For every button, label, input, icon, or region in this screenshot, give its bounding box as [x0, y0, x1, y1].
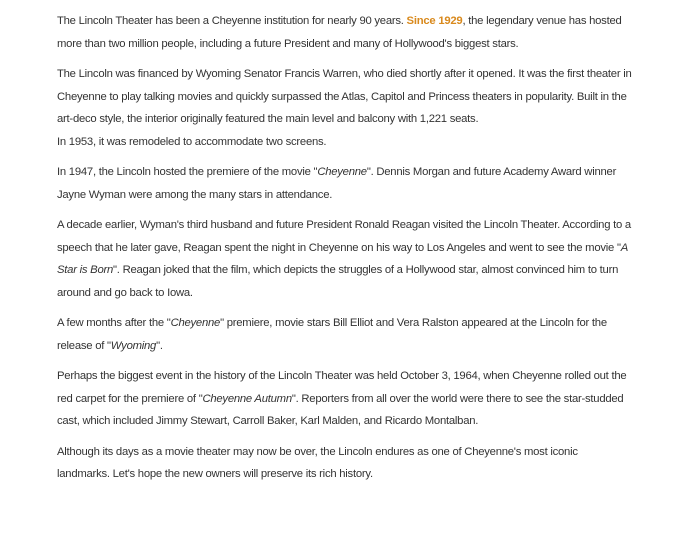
paragraph-cheyenne-autumn [57, 365, 632, 433]
paragraph-text: In 1953, it was remodeled to accommodate two screens. [57, 135, 327, 148]
paragraph-conclusion [57, 441, 632, 486]
paragraph-premiere-1947 [57, 161, 632, 206]
paragraph-intro [57, 10, 632, 55]
paragraph-text: A decade earlier, Wyman's third husband and future President Ronald Reagan visited the Lincoln Theater. According to a speech that he later gave, Reagan spent the night in Cheyenne on his way to Los Angeles and went to see the movie " [57, 219, 631, 254]
paragraph-text: ". [156, 339, 163, 352]
paragraph-text: " premiere, movie stars Bill Elliot and Vera Ralston appeared at the Lincoln for the release of " [57, 317, 607, 352]
paragraph-text: ". Reporters from all over the world were there to see the star-studded cast, which included Jimmy Stewart, Carroll Baker, Karl Malden, and Ricardo Montalban. [57, 392, 624, 427]
paragraph-text: The Lincoln Theater has been a Cheyenne institution for nearly 90 years. [57, 15, 407, 27]
movie-title: Cheyenne [170, 317, 221, 329]
paragraph-reagan [57, 214, 632, 304]
movie-title: A Star is Born [57, 241, 628, 276]
movie-title: Cheyenne Autumn [202, 392, 292, 405]
paragraph-text: In 1947, the Lincoln hosted the premiere of the movie " [57, 166, 318, 178]
paragraph-text: , the legendary venue has hosted more than two million people, including a future President and many of Hollywood's biggest stars. [57, 15, 622, 50]
paragraph-financing [57, 63, 632, 153]
paragraph-text: Although its days as a movie theater may now be over, the Lincoln endures as one of Cheyenne's most iconic landmarks. Let's hope the new owners will preserve its rich history. [57, 445, 578, 480]
movie-title: Wyoming [110, 339, 157, 352]
paragraph-text: Perhaps the biggest event in the history of the Lincoln Theater was held October 3, 1964, when Cheyenne rolled out the red carpet for the premiere of " [57, 370, 627, 405]
article-body [57, 10, 632, 486]
paragraph-text: The Lincoln was financed by Wyoming Senator Francis Warren, who died shortly after it opened. It was the first theater in Cheyenne to play talking movies and quickly surpassed the Atlas, Capitol and Princess theaters in popularity. Built in the art-deco style, the interior originally featured the main level and balcony with 1,221 seats. [57, 68, 632, 125]
paragraph-text: A few months after the " [57, 317, 171, 329]
paragraph-text: ". Reagan joked that the film, which depicts the struggles of a Hollywood star, almost convinced him to turn around and go back to Iowa. [57, 264, 619, 299]
movie-title: Cheyenne [317, 166, 367, 178]
paragraph-text: ". Dennis Morgan and future Academy Award winner Jayne Wyman were among the many stars in attendance. [57, 166, 617, 201]
highlighted-year: Since 1929 [406, 15, 463, 27]
paragraph-wyoming-release [57, 312, 632, 357]
